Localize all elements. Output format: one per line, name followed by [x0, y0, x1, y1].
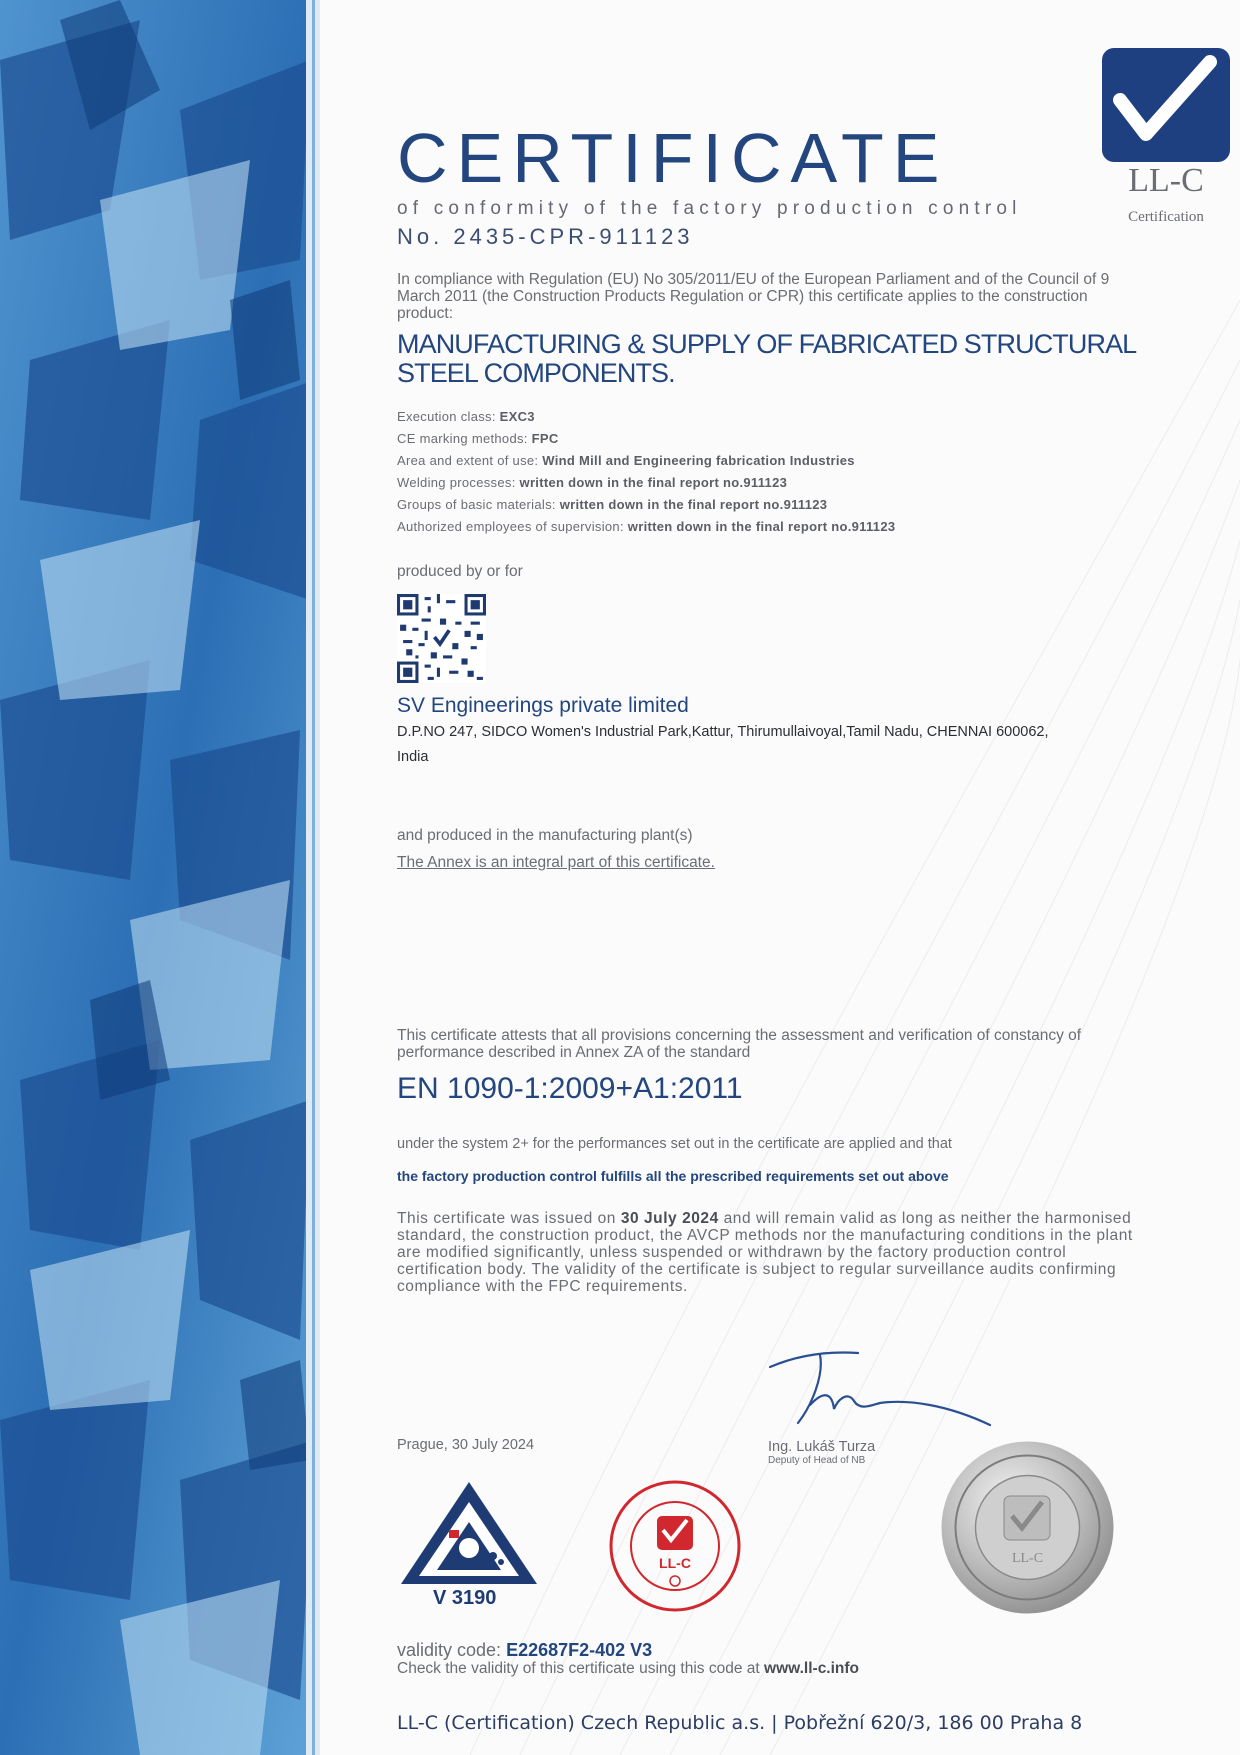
accreditation-code: V 3190 — [433, 1587, 497, 1609]
place-date: Prague, 30 July 2024 — [397, 1437, 535, 1453]
accreditation-triangle-icon — [397, 1478, 541, 1588]
certificate-subtitle: of conformity of the factory production control — [397, 198, 1022, 219]
system-text: under the system 2+ for the performances set out in the certificate are applied and that — [397, 1136, 952, 1152]
attest-text: This certificate attests that all provisions concerning the assessment and verification of constancy of performance described in Annex ZA of the standard — [397, 1027, 1082, 1061]
plant-label: and produced in the manufacturing plant(s) — [397, 827, 693, 844]
company-name: SV Engineerings private limited — [397, 694, 689, 717]
signature-icon — [768, 1345, 993, 1435]
certificate-number: No. 2435-CPR-911123 — [397, 224, 694, 249]
annex-note: The Annex is an integral part of this certificate. — [397, 854, 715, 871]
compliance-text: In compliance with Regulation (EU) No 305/2011/EU of the European Parliament and of the Council of 9 March 2011 (the Construction Products Regulation or CPR) this certificate applies to the construction product: — [397, 271, 1110, 322]
standard-reference: EN 1090-1:2009+A1:2011 — [397, 1072, 743, 1105]
fpc-statement: the factory production control fulfills all the prescribed requirements set out above — [397, 1168, 949, 1184]
seal-logo-text: LL-C — [1011, 1551, 1044, 1566]
detail-ce-marking: CE marking methods: FPC — [397, 431, 559, 446]
llc-logo-icon — [1102, 48, 1230, 162]
notified-body-stamp — [605, 1476, 745, 1616]
detail-execution-class: Execution class: EXC3 — [397, 409, 535, 424]
validity-url-link[interactable]: www.ll-c.info — [764, 1660, 860, 1677]
logo-subtext: Certification — [1128, 209, 1204, 225]
quality-seal — [940, 1440, 1115, 1615]
produced-by-label: produced by or for — [397, 563, 523, 580]
signatory-role: Deputy of Head of NB — [768, 1455, 866, 1466]
stamp-logo-text: LL-C — [659, 1555, 691, 1571]
footer-address: LL-C (Certification) Czech Republic a.s. | Pobřežní 620/3, 186 00 Praha 8 — [397, 1712, 1083, 1734]
validity-code: E22687F2-402 — [506, 1640, 626, 1660]
detail-supervision: Authorized employees of supervision: written down in the final report no.911123 — [397, 519, 896, 534]
certificate-title: CERTIFICATE — [397, 119, 949, 197]
detail-materials: Groups of basic materials: written down in the final report no.911123 — [397, 497, 828, 512]
detail-area-of-use: Area and extent of use: Wind Mill and Engineering fabrication Industries — [397, 453, 855, 468]
signatory-name: Ing. Lukáš Turza — [768, 1439, 876, 1455]
validity-code-line: validity code: E22687F2-402 V3 — [397, 1640, 653, 1660]
qr-code-icon[interactable] — [397, 594, 486, 683]
detail-welding: Welding processes: written down in the final report no.911123 — [397, 475, 788, 490]
decorative-side-band — [0, 0, 320, 1755]
product-name: MANUFACTURING & SUPPLY OF FABRICATED STRUCTURAL STEEL COMPONENTS. — [397, 329, 1136, 388]
issued-paragraph: This certificate was issued on 30 July 2024 and will remain valid as long as neither the harmonised standard, the construction product, the AVCP methods nor the manufacturing conditions in the plant are modified significantly, unless suspended or withdrawn by the factory production control certification body. The validity of the certificate is subject to regular surveillance audits confirming compliance with the FPC requirements. — [397, 1210, 1133, 1295]
company-address: D.P.NO 247, SIDCO Women's Industrial Park,Kattur, Thirumullaivoyal,Tamil Nadu, CHENNAI 600062, India — [397, 724, 1049, 765]
validity-check-line: Check the validity of this certificate using this code at www.ll-c.info — [397, 1660, 860, 1677]
blue-crystal-pattern — [0, 0, 320, 1755]
logo-text: LL-C — [1128, 162, 1204, 199]
